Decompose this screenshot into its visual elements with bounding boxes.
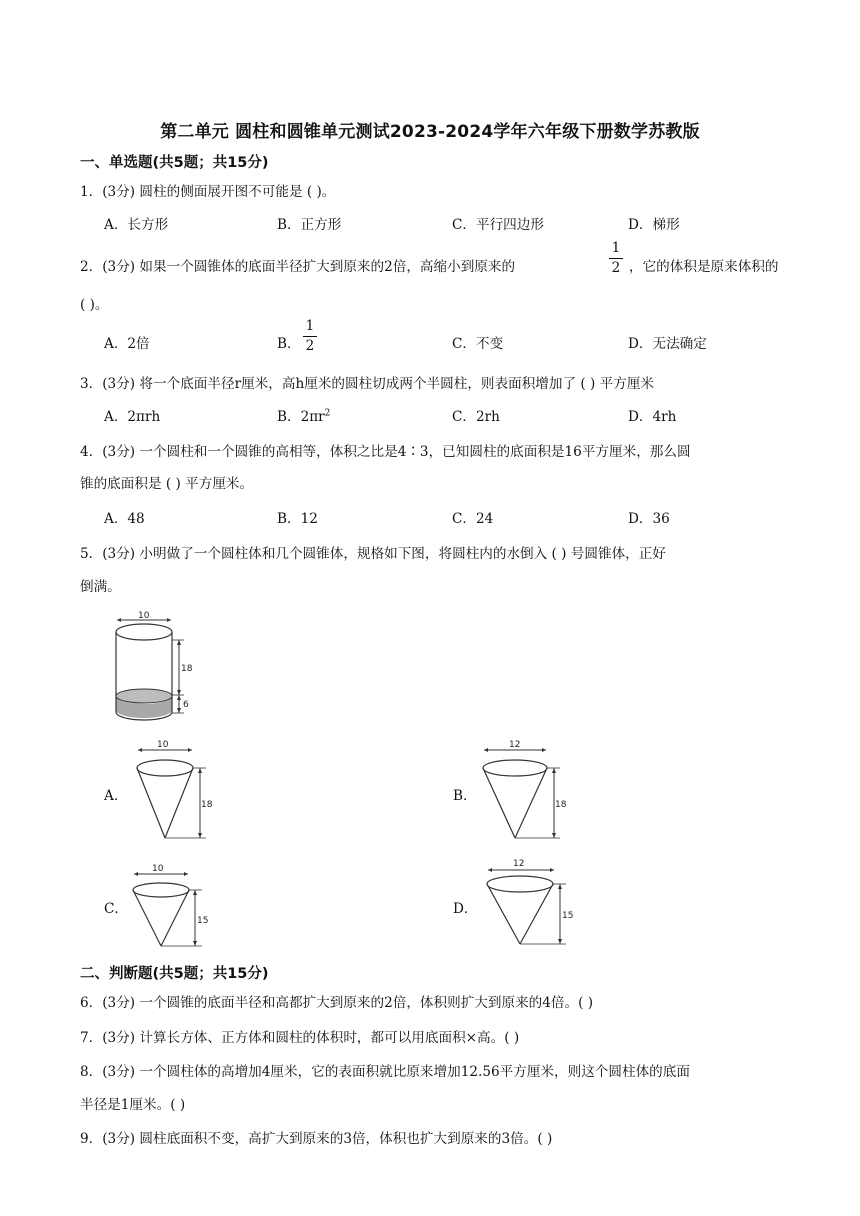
q3-option-b	[277, 405, 330, 425]
cone-b-height-label: 18	[555, 800, 567, 810]
q2-option-d: D．无法确定	[628, 336, 707, 352]
q4-option-d: D．36	[628, 511, 670, 527]
q5-continuation: 倒满。	[80, 579, 121, 595]
question-8: 8．(3分) 一个圆柱体的高增加4厘米，它的表面积就比原来增加12.56平方厘米，则这个圆柱体的底面	[80, 1064, 690, 1080]
cylinder-height-water-label: 6	[183, 700, 189, 710]
section-heading-true-false: 二、判断题(共5题；共15分)	[80, 966, 269, 982]
question-4: 4．(3分) 一个圆柱和一个圆锥的高相等，体积之比是4∶3，已知圆柱的底面积是16平方厘米，那么圆	[80, 444, 691, 460]
q3-option-d: D．4rh	[628, 409, 677, 425]
q4-option-a: A．48	[104, 511, 145, 527]
cone-a-height-label: 18	[201, 800, 213, 810]
question-6: 6．(3分) 一个圆锥的底面半径和高都扩大到原来的2倍，体积则扩大到原来的4倍。( )	[80, 995, 594, 1011]
q1-option-d: D．梯形	[628, 217, 680, 233]
q4-continuation: 锥的底面积是 ( ) 平方厘米。	[80, 476, 254, 492]
q2-text-before: 2．(3分) 如果一个圆锥体的底面半径扩大到原来的2倍，高缩小到原来的	[80, 259, 516, 275]
q3-option-b-text: B．2πr	[277, 409, 325, 425]
q3-option-b-exponent: 2	[324, 408, 331, 419]
q5-option-c-label: C．	[104, 901, 128, 917]
question-5: 5．(3分) 小明做了一个圆柱体和几个圆锥体，规格如下图，将圆柱内的水倒入 ( ) 号圆锥体，正好	[80, 546, 666, 562]
q5-option-d-label: D．	[453, 901, 478, 917]
cone-a-diameter-label: 10	[157, 740, 169, 750]
cone-c-diameter-label: 10	[152, 864, 164, 874]
q4-option-c: C．24	[452, 511, 494, 527]
q2-option-c: C．不变	[452, 336, 504, 352]
q4-option-b: B．12	[277, 511, 318, 527]
q2-continuation: ( )。	[80, 297, 109, 313]
q2-fraction	[609, 240, 623, 277]
question-3: 3．(3分) 将一个底面半径r厘米，高h厘米的圆柱切成两个半圆柱，则表面积增加了 ( ) 平方厘米	[80, 376, 655, 392]
question-7: 7．(3分) 计算长方体、正方体和圆柱的体积时，都可以用底面积×高。( )	[80, 1030, 520, 1046]
section-heading-single-choice: 一、单选题(共5题；共15分)	[80, 155, 269, 171]
q2-fraction-numerator: 1	[611, 240, 621, 256]
q5-option-b-label: B．	[453, 788, 477, 804]
q2-option-b-prefix: B．	[277, 336, 301, 352]
q1-option-b: B．正方形	[277, 217, 342, 233]
question-9: 9．(3分) 圆柱底面积不变，高扩大到原来的3倍，体积也扩大到原来的3倍。( )	[80, 1131, 553, 1147]
q1-option-a: A．长方形	[104, 217, 169, 233]
q2-text-after: ，它的体积是原来体积的	[629, 259, 779, 275]
q1-option-c: C．平行四边形	[452, 217, 544, 233]
q2-option-b-numerator: 1	[305, 318, 315, 334]
page-title: 第二单元 圆柱和圆锥单元测试2023-2024学年六年级下册数学苏教版	[160, 122, 700, 142]
q2-option-b-denominator: 2	[305, 338, 315, 354]
q2-option-a: A．2倍	[104, 336, 150, 352]
cone-b-diameter-label: 12	[509, 740, 521, 750]
cylinder-diameter-label: 10	[138, 611, 150, 621]
cone-b-figure	[478, 738, 578, 842]
question-2	[80, 255, 515, 275]
q5-option-a-label: A．	[104, 788, 128, 804]
cylinder-figure	[100, 610, 210, 728]
cylinder-height-top-label: 18	[181, 664, 193, 674]
cone-d-height-label: 15	[562, 911, 574, 921]
cone-c-figure	[130, 858, 220, 950]
q8-continuation: 半径是1厘米。( )	[80, 1097, 186, 1113]
cone-a-figure	[130, 738, 220, 842]
cone-d-diameter-label: 12	[513, 859, 525, 869]
q2-fraction-denominator: 2	[611, 260, 621, 276]
cone-c-height-label: 15	[197, 916, 209, 926]
q3-option-a: A．2πrh	[104, 409, 161, 425]
q3-option-c: C．2rh	[452, 409, 500, 425]
question-1: 1．(3分) 圆柱的侧面展开图不可能是 ( )。	[80, 184, 336, 200]
cone-d-figure	[482, 854, 582, 950]
q2-option-b-fraction	[303, 318, 317, 355]
